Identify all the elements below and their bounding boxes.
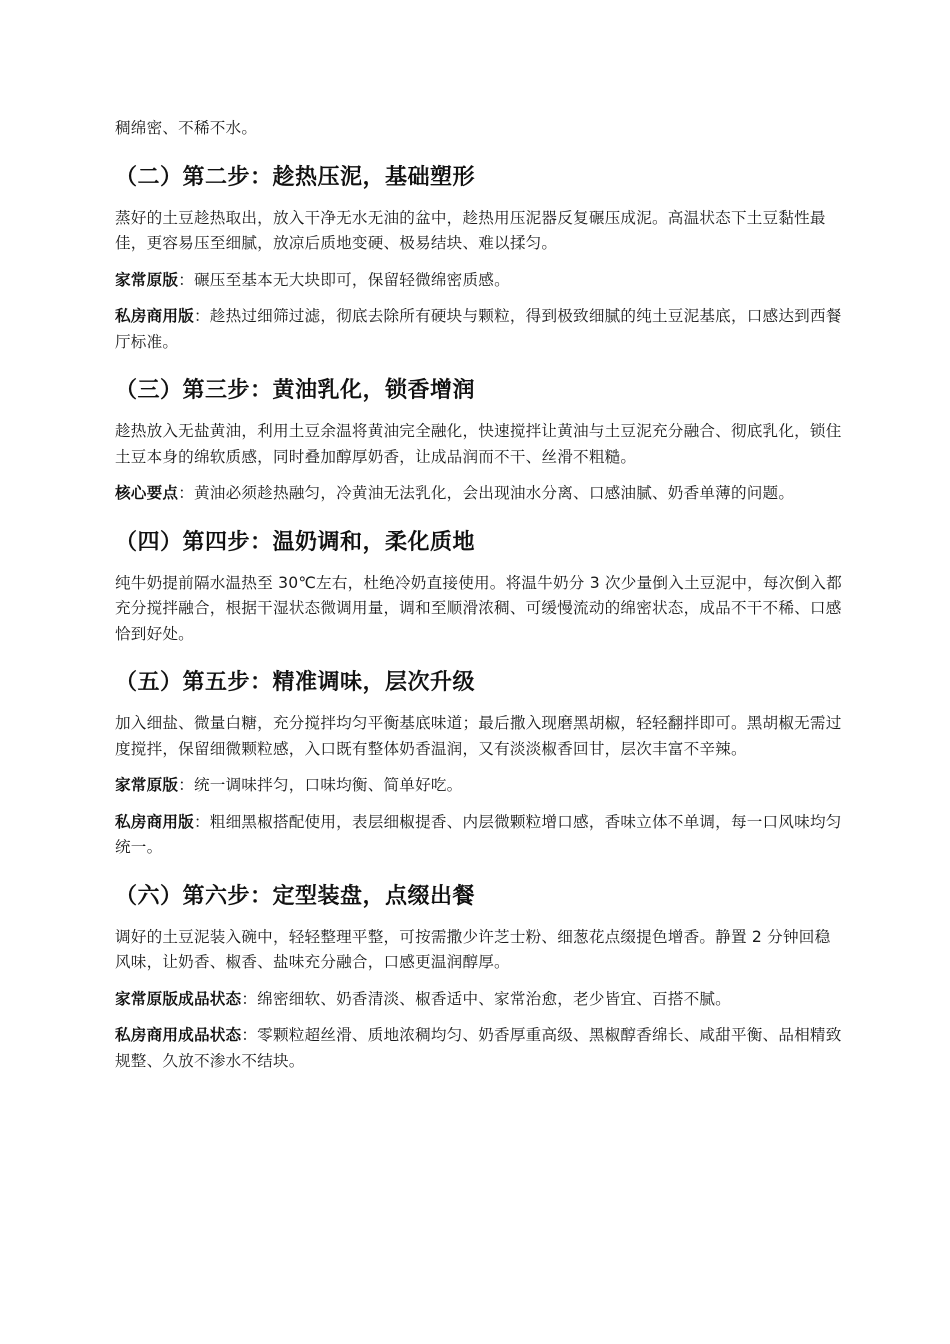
note-label: 私房商用版 bbox=[115, 307, 194, 325]
note-step5-commercial bbox=[115, 810, 845, 861]
section-body-step3: 趁热放入无盐黄油，利用土豆余温将黄油完全融化，快速搅拌让黄油与土豆泥充分融合、彻底乳化，锁住土豆本身的绵软质感，同时叠加醇厚奶香，让成品润而不干、丝滑不粗糙。 bbox=[115, 422, 842, 466]
note-text: ：绵密细软、奶香清淡、椒香适中、家常治愈，老少皆宜、百搭不腻。 bbox=[241, 989, 731, 1008]
note-step3-key bbox=[115, 481, 845, 507]
document-content bbox=[115, 116, 845, 1074]
section-heading-step2: （二）第二步：趁热压泥，基础塑形 bbox=[115, 164, 476, 190]
note-step2-commercial bbox=[115, 304, 845, 355]
note-step6-commercial-result bbox=[115, 1023, 845, 1074]
section-body-step2: 蒸好的土豆趁热取出，放入干净无水无油的盆中，趁热用压泥器反复碾压成泥。高温状态下土豆黏性最佳，更容易压至细腻，放凉后质地变硬、极易结块、难以揉匀。 bbox=[115, 208, 826, 252]
note-text: ：黄油必须趁热融匀，冷黄油无法乳化，会出现油水分离、口感油腻、奶香单薄的问题。 bbox=[178, 484, 795, 502]
section-heading-step3: （三）第三步：黄油乳化，锁香增润 bbox=[115, 378, 476, 403]
section-body-step6: 调好的土豆泥装入碗中，轻轻整理平整，可按需撒少许芝士粉、细葱花点缀提色增香。静置 2 分钟回稳风味，让奶香、椒香、盐味充分融合，口感更温润醇厚。 bbox=[115, 927, 831, 971]
note-label: 私房商用成品状态 bbox=[115, 1026, 242, 1044]
note-text: ：碾压至基本无大块即可，保留轻微绵密质感。 bbox=[178, 270, 510, 289]
note-label: 家常原版成品状态 bbox=[115, 989, 242, 1008]
section-heading-step6: （六）第六步：定型装盘，点缀出餐 bbox=[115, 883, 476, 909]
section-heading-step4: （四）第四步：温奶调和，柔化质地 bbox=[115, 529, 476, 555]
note-step2-home bbox=[115, 268, 845, 294]
section-heading-step5: （五）第五步：精准调味，层次升级 bbox=[115, 670, 476, 695]
note-label: 私房商用版 bbox=[115, 812, 194, 831]
note-text: ：统一调味拌匀，口味均衡、简单好吃。 bbox=[178, 776, 463, 794]
note-label: 核心要点 bbox=[115, 484, 179, 502]
section-body-step4: 纯牛奶提前隔水温热至 30℃左右，杜绝冷奶直接使用。将温牛奶分 3 次少量倒入土豆泥中，每次倒入都充分搅拌融合，根据干湿状态微调用量，调和至顺滑浓稠、可缓慢流动的绵密状态，成品不干不稀、口感恰到好处。 bbox=[115, 573, 842, 643]
note-text: ：粗细黑椒搭配使用，表层细椒提香、内层微颗粒增口感，香味立体不单调，每一口风味均匀统一。 bbox=[115, 812, 842, 856]
note-label: 家常原版 bbox=[115, 270, 179, 289]
note-text: ：趁热过细筛过滤，彻底去除所有硬块与颗粒，得到极致细腻的纯土豆泥基底，口感达到西餐厅标准。 bbox=[115, 307, 842, 351]
note-label: 家常原版 bbox=[115, 776, 179, 794]
note-step6-home-result bbox=[115, 987, 845, 1013]
note-text: ：零颗粒超丝滑、质地浓稠均匀、奶香厚重高级、黑椒醇香绵长、咸甜平衡、品相精致规整、久放不渗水不结块。 bbox=[115, 1026, 842, 1070]
section-body-step5: 加入细盐、微量白糖，充分搅拌均匀平衡基底味道；最后撒入现磨黑胡椒，轻轻翻拌即可。黑胡椒无需过度搅拌，保留细微颗粒感，入口既有整体奶香温润，又有淡淡椒香回甘，层次丰富不辛辣。 bbox=[115, 714, 842, 758]
continuation-text: 稠绵密、不稀不水。 bbox=[115, 119, 258, 137]
note-step5-home bbox=[115, 773, 845, 799]
